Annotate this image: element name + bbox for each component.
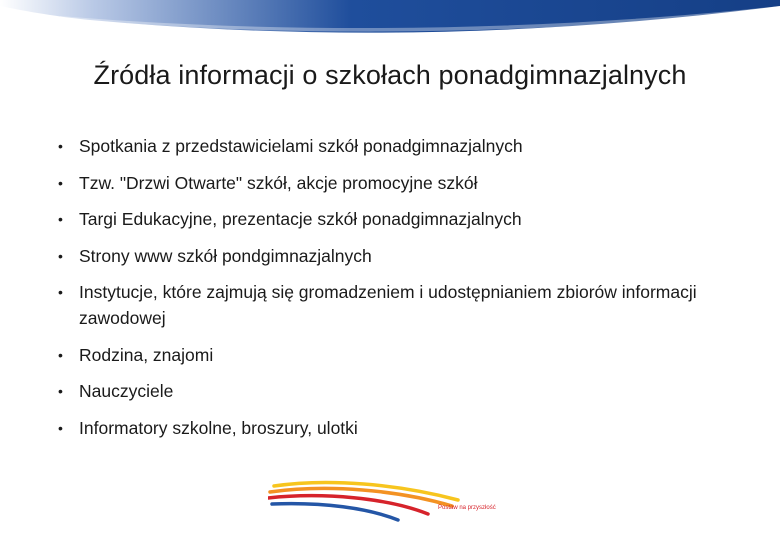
list-item [58, 133, 738, 159]
top-wave-decoration [0, 0, 780, 40]
bullet-dot: • [58, 419, 63, 436]
bullet-dot: • [58, 284, 63, 300]
swoosh-logo [268, 476, 528, 526]
logo-caption: Postaw na przyszłość [438, 505, 496, 511]
list-item-text: Informatory szkolne, broszury, ulotki [79, 417, 358, 438]
bullet-dot: • [58, 383, 63, 399]
bullet-list [58, 133, 738, 451]
bullet-dot: • [58, 247, 63, 264]
list-item [58, 415, 738, 441]
list-item-text: Strony www szkół pondgimnazjalnych [79, 245, 372, 266]
list-item [58, 378, 738, 404]
list-item-text: Nauczyciele [79, 381, 174, 401]
list-item-text: Rodzina, znajomi [79, 344, 214, 365]
list-item [58, 342, 738, 368]
bullet-dot: • [58, 138, 63, 154]
list-item [58, 206, 738, 232]
bullet-dot: • [58, 211, 63, 227]
list-item-text: Instytucje, które zajmują się gromadzeniem i udostępnianiem zbiorów informacji zawodowej [79, 282, 697, 328]
bullet-dot: • [58, 174, 63, 191]
list-item-text: Tzw. "Drzwi Otwarte" szkół, akcje promocyjne szkół [79, 172, 478, 193]
list-item [58, 170, 738, 196]
slide-title: Źródła informacji o szkołach ponadgimnazjalnych [93, 60, 687, 90]
list-item [58, 279, 738, 331]
list-item-text: Targi Edukacyjne, prezentacje szkół ponadgimnazjalnych [79, 209, 522, 229]
list-item-text: Spotkania z przedstawicielami szkół ponadgimnazjalnych [79, 136, 523, 156]
list-item [58, 243, 738, 269]
bullet-dot: • [58, 346, 63, 363]
